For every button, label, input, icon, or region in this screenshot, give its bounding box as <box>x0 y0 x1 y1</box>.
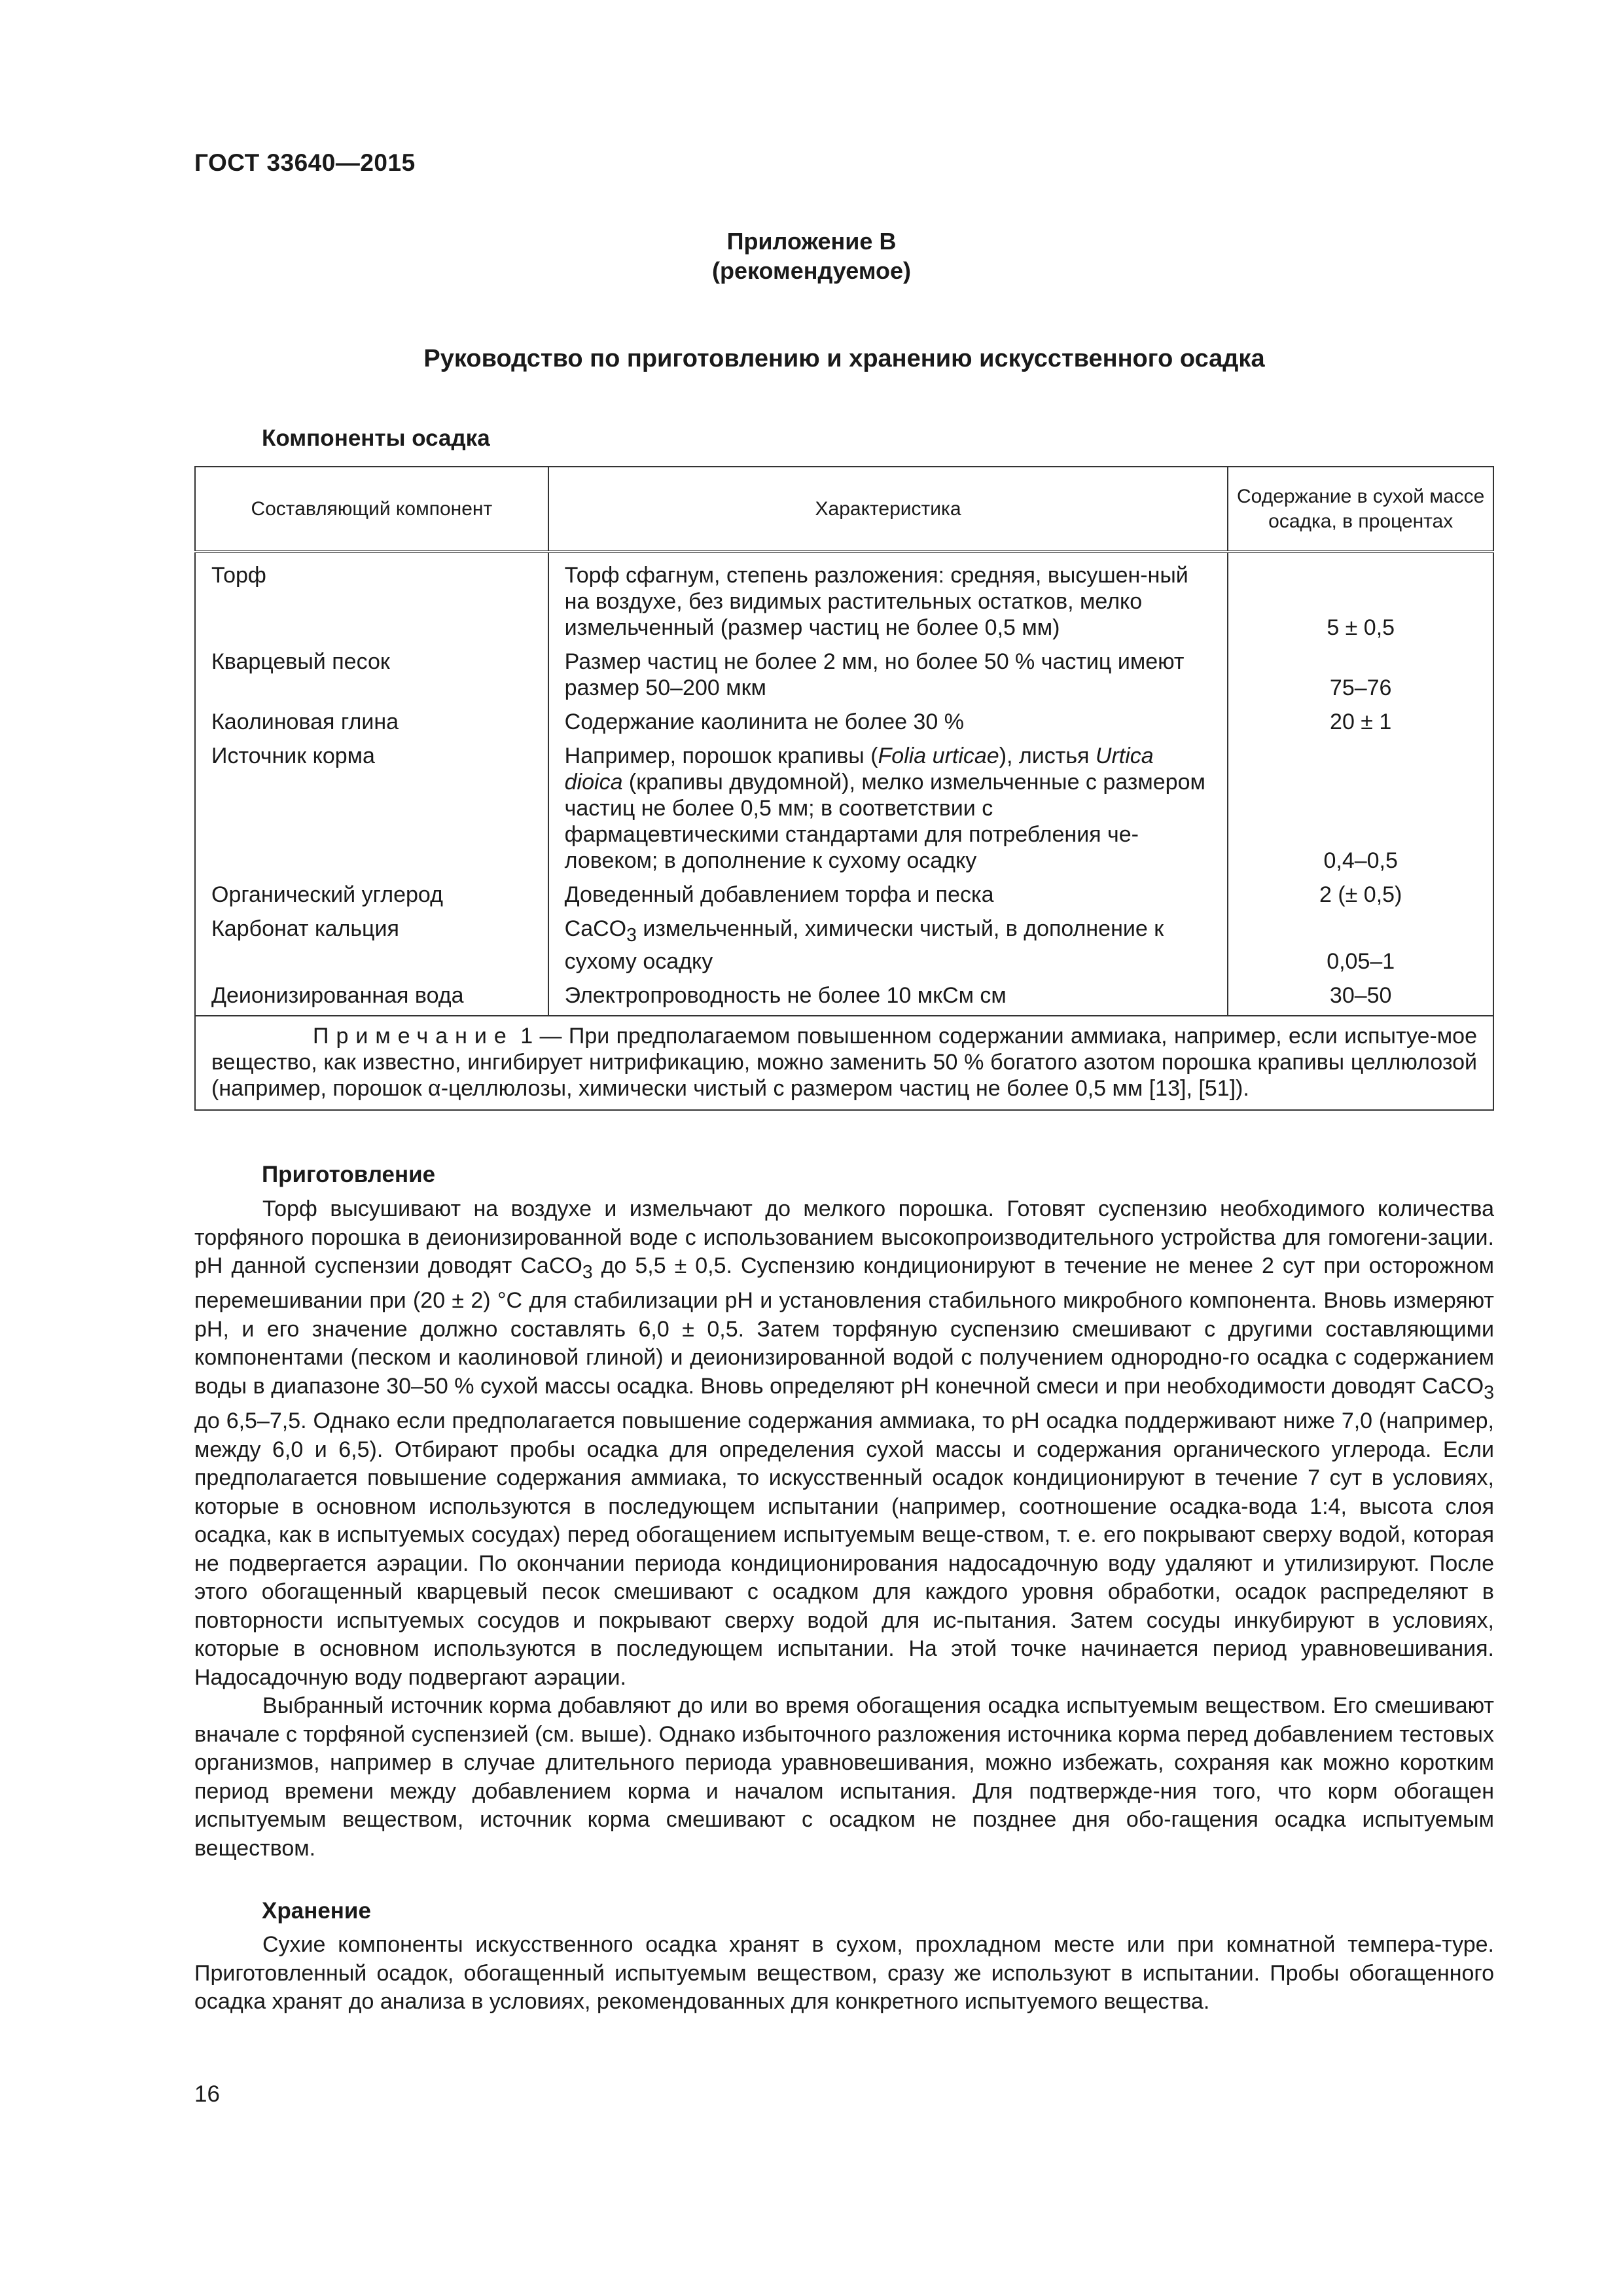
standard-number: ГОСТ 33640—2015 <box>194 149 416 176</box>
component-characteristic: Доведенный добавлением торфа и песка <box>548 880 1228 914</box>
column-header-component: Составляющий компонент <box>195 467 548 552</box>
preparation-heading: Приготовление <box>262 1162 436 1187</box>
table-row <box>195 981 1493 1016</box>
component-content: 75–76 <box>1228 647 1493 708</box>
table-row <box>195 742 1493 880</box>
table-row <box>195 552 1493 647</box>
components-table <box>194 466 1494 1111</box>
component-characteristic: Электропроводность не более 10 мкСм см <box>548 981 1228 1016</box>
component-content: 2 (± 0,5) <box>1228 880 1493 914</box>
page-number: 16 <box>194 2081 220 2107</box>
preparation-paragraph: Выбранный источник корма добавляют до или во время обогащения осадка испытуемым веществом. Его смешивают вначале с торфяной суспензией (см. выше). Однако избыточного разложения источника корма перед добавлением тестовых организмов, например в случае длительного периода уравновешивания, можно избежать, сохраняя как можно коротким период времени между добавлением корма и началом испытания. Для подтвержде-ния того, что корм обогащен испытуемым веществом, источник корма смешивают с осадком не позднее дня обо-гащения осадка испытуемым веществом. <box>194 1693 1494 1861</box>
component-characteristic: Размер частиц не более 2 мм, но более 50 % частиц имеют размер 50–200 мкм <box>548 647 1228 708</box>
column-header-characteristic: Характеристика <box>548 467 1228 552</box>
component-characteristic: Например, порошок крапивы (Folia urticae), листья Urtica dioica (крапивы двудомной), мелко измельченные с размером частиц не более 0,5 мм; в соответствии с фармацевтическими стандартами для потребления че-ловеком; в дополнение к сухому осадку <box>548 742 1228 880</box>
component-name: Деионизированная вода <box>195 981 548 1016</box>
component-content: 0,4–0,5 <box>1228 742 1493 880</box>
appendix-title: Приложение В <box>726 228 897 255</box>
note-label: Примечание <box>313 1023 514 1049</box>
component-name: Органический углерод <box>195 880 548 914</box>
preparation-text <box>194 1195 1494 1863</box>
note-text: 1 — При предполагаемом повышенном содержании аммиака, например, если испытуе-мое вещество, как известно, ингибирует нитрификацию, можно заменить 50 % богатого азотом порошка крапивы целлюлозой (например, порошок α-целлюлозы, химически чистый с размером частиц не более 0,5 мм [13], [51]). <box>211 1023 1477 1101</box>
component-content: 20 ± 1 <box>1228 708 1493 742</box>
component-content: 5 ± 0,5 <box>1228 552 1493 647</box>
appendix-status: (рекомендуемое) <box>712 257 911 284</box>
preparation-paragraph: Торф высушивают на воздухе и измельчают до мелкого порошка. Готовят суспензию необходимого количества торфяного порошка в деионизированной воде с использованием высокопроизводительного устройства для гомогени-зации. pH данной суспензии доводят CaCO$_3$ до 5,5 ± 0,5. Суспензию кондиционируют в течение не менее 2 сут при осторожном перемешивании при (20 ± 2) °С для стабилизации pH и установления стабильного микробного компонента. Вновь измеряют pH, и его значение должно составлять 6,0 ± 0,5. Затем торфяную суспензию смешивают с другими составляющими компонентами (песком и каолиновой глиной) и деионизированной водой с получением однородно-го осадка с содержанием воды в диапазоне 30–50 % сухой массы осадка. Вновь определяют pH конечной смеси и при необходимости доводят CaCO$_3$ до 6,5–7,5. Однако если предполагается повышение содержания аммиака, то pH осадка поддерживают ниже 7,0 (например, между 6,0 и 6,5). Отбирают пробы осадка для определения сухой массы и содержания органического углерода. Если предполагается повышение содержания аммиака, то искусственный осадок кондиционируют в течение 7 сут в условиях, которые в основном используются в последующем испытании (например, соотношение осадка-вода 1:4, высота слоя осадка, как в испытуемых сосудах) перед обогащением испытуемым веще-ством, т. е. его покрывают сверху водой, которая не подвергается аэрации. По окончании периода кондиционирования надосадочную воду удаляют и утилизируют. После этого обогащенный кварцевый песок смешивают с осадком для каждого уровня обработки, осадок распределяют в повторности испытуемых сосудов и покрывают сверху водой для ис-пытания. Затем сосуды инкубируют в условиях, которые в основном используются в последующем испытании. На этой точке начинается период уравновешивания. Надосадочную воду подвергают аэрации. <box>194 1196 1494 1690</box>
table-row <box>195 708 1493 742</box>
component-name: Источник корма <box>195 742 548 880</box>
storage-heading: Хранение <box>262 1898 371 1924</box>
component-name: Карбонат кальция <box>195 914 548 981</box>
storage-text <box>194 1931 1494 2017</box>
document-title: Руководство по приготовлению и хранению искусственного осадка <box>423 345 1265 372</box>
component-content: 30–50 <box>1228 981 1493 1016</box>
table-row <box>195 880 1493 914</box>
component-characteristic: CaCO$_3$ измельченный, химически чистый, в дополнение к сухому осадку <box>548 914 1228 981</box>
table-note <box>195 1016 1493 1110</box>
component-characteristic: Содержание каолинита не более 30 % <box>548 708 1228 742</box>
component-content: 0,05–1 <box>1228 914 1493 981</box>
component-characteristic: Торф сфагнум, степень разложения: средняя, высушен-ный на воздухе, без видимых растительных остатков, мелко измельченный (размер частиц не более 0,5 мм) <box>548 552 1228 647</box>
storage-paragraph: Сухие компоненты искусственного осадка хранят в сухом, прохладном месте или при комнатной темпера-туре. Приготовленный осадок, обогащенный испытуемым веществом, сразу же используют в испытании. Пробы обогащенного осадка хранят до анализа в условиях, рекомендованных для конкретного испытуемого вещества. <box>194 1932 1494 2014</box>
component-name: Торф <box>195 552 548 647</box>
table-row <box>195 914 1493 981</box>
table-row <box>195 647 1493 708</box>
components-heading: Компоненты осадка <box>262 425 490 451</box>
component-name: Каолиновая глина <box>195 708 548 742</box>
table-note-row <box>195 1016 1493 1110</box>
column-header-content: Содержание в сухой массе осадка, в процентах <box>1228 467 1493 552</box>
component-name: Кварцевый песок <box>195 647 548 708</box>
